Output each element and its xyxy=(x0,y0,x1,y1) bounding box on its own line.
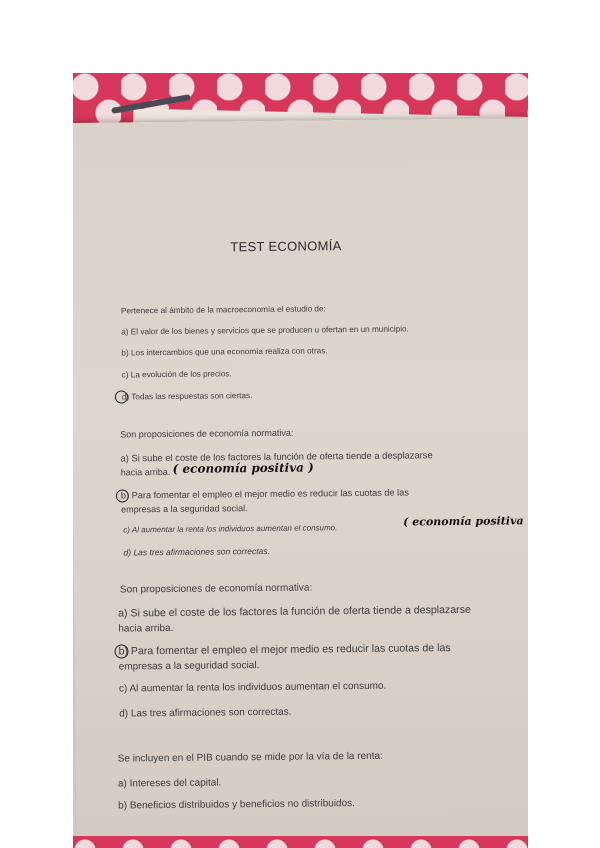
handwritten-note-a: ( economía positiva ) xyxy=(172,460,314,476)
q2-option-b-line2: empresas a la seguridad social. xyxy=(120,503,248,515)
q3-option-b-line2: empresas a la seguridad social. xyxy=(118,660,260,673)
exam-sheet xyxy=(73,118,528,843)
document-photo xyxy=(73,73,528,848)
q1-option-a: a) El valor de los bienes y servicios que se producen u ofertan en un municipio. xyxy=(121,324,409,337)
q1-option-d: d) Todas las respuestas son ciertas. xyxy=(121,391,253,402)
q1-question: Pertenece al ámbito de la macroeconomía el estudio de: xyxy=(120,304,326,316)
fabric-bottom-edge xyxy=(73,836,528,848)
q3-option-c: c) Al aumentar la renta los individuos aumentan el consumo. xyxy=(118,680,387,695)
page-title: TEST ECONOMÍA xyxy=(230,238,342,255)
q1-option-b: b) Los intercambios que una economía realiza con otras. xyxy=(121,346,328,358)
q3-option-a-line2: hacia arriba. xyxy=(118,622,174,635)
q3-option-d: d) Las tres afirmaciones son correctas. xyxy=(119,706,292,720)
q2-option-c: c) Al aumentar la renta los individuos aumentan el consumo. xyxy=(123,523,338,535)
handwritten-note-c: ( economía positiva xyxy=(403,514,524,529)
q4-question: Se incluyen en el PIB cuando se mide por la vía de la renta: xyxy=(117,750,383,765)
q2-option-a-line2: hacia arriba. xyxy=(120,466,171,478)
q2-option-d: d) Las tres afirmaciones son correctas. xyxy=(123,545,270,558)
q2-option-b-line1: b) Para fomentar el empleo el mejor medio es reducir las cuotas de las xyxy=(120,487,409,501)
q2-option-a-line1: a) Si sube el coste de los factores la función de oferta tiende a desplazarse xyxy=(120,449,433,464)
q3-option-b-line1: b) Para fomentar el empleo el mejor medio es reducir las cuotas de las xyxy=(118,642,451,658)
q3-option-a-line1: a) Si sube el coste de los factores la función de oferta tiende a desplazarse xyxy=(118,603,471,620)
q2-question: Son proposiciones de economía normativa: xyxy=(120,427,294,440)
q4-option-a: a) Intereses del capital. xyxy=(117,777,222,790)
q3-question: Son proposiciones de economía normativa: xyxy=(119,582,313,596)
q4-option-b: b) Beneficios distribuidos y beneficios no distribuidos. xyxy=(118,798,355,812)
q1-option-c: c) La evolución de los precios. xyxy=(121,369,232,380)
